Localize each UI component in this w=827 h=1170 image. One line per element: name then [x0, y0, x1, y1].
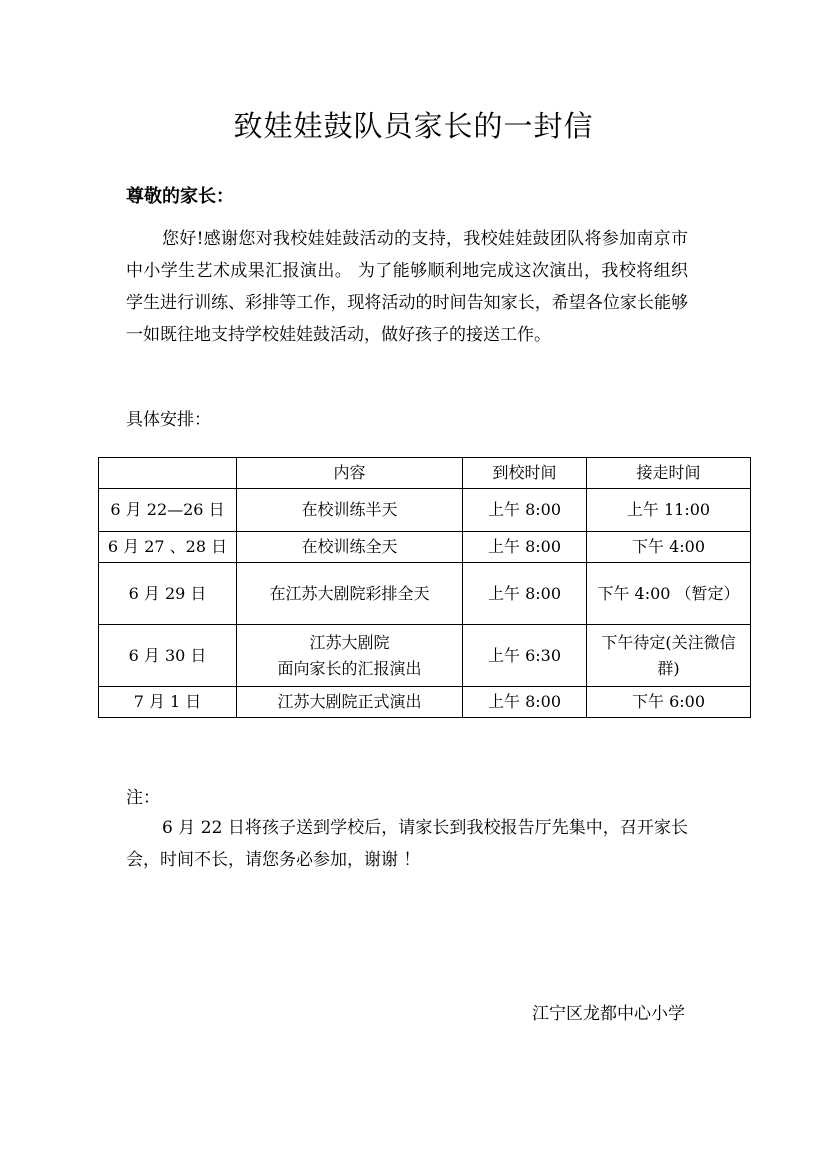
letter-body: 您好!感谢您对我校娃娃鼓活动的支持，我校娃娃鼓团队将参加南京市中小学生艺术成果汇报演出。 为了能够顺利地完成这次演出，我校将组织学生进行训练、彩排等工作，现将活动的时间告知家长，希望各位家长能够一如既往地支持学校娃娃鼓活动，做好孩子的接送工作。: [126, 229, 688, 345]
table-row: [99, 687, 751, 718]
row-content-line: 面向家长的汇报演出: [277, 658, 422, 678]
row-date: 6 月 22—26 日: [99, 489, 237, 532]
row-date: 6 月 30 日: [99, 625, 237, 687]
header-pickup-time: 接走时间: [587, 458, 751, 489]
row-pickup-time: 下午 4:00: [587, 532, 751, 563]
row-arrive-time: 上午 8:00: [463, 489, 587, 532]
row-content-line: 江苏大剧院: [309, 632, 390, 652]
row-date: 6 月 29 日: [99, 563, 237, 625]
row-arrive-time: 上午 8:00: [463, 532, 587, 563]
salutation: 尊敬的家长：: [126, 186, 234, 207]
row-pickup-time: 上午 11:00: [587, 489, 751, 532]
row-content: [237, 625, 463, 687]
row-pickup-time: 下午 4:00 （暂定）: [587, 563, 751, 625]
note-body: 6 月 22 日将孩子送到学校后，请家长到我校报告厅先集中，召开家长会，时间不长，请您务必参加，谢谢 ！: [126, 818, 688, 870]
row-date: 7 月 1 日: [99, 687, 237, 718]
row-content: 江苏大剧院正式演出: [237, 687, 463, 718]
row-arrive-time: 上午 8:00: [463, 563, 587, 625]
row-content: 在校训练半天: [237, 489, 463, 532]
table-row: [99, 532, 751, 563]
table-row: [99, 563, 751, 625]
letter-title: 致娃娃鼓队员家长的一封信: [233, 109, 594, 143]
header-date: [99, 458, 237, 489]
schedule-heading: 具体安排：: [126, 410, 211, 430]
schedule-table: [98, 457, 751, 718]
row-arrive-time: 上午 8:00: [463, 687, 587, 718]
table-row: [99, 489, 751, 532]
note-label: 注：: [126, 788, 160, 808]
row-arrive-time: 上午 6:30: [463, 625, 587, 687]
table-row: [99, 625, 751, 687]
row-pickup-time: 下午 6:00: [587, 687, 751, 718]
table-header-row: [99, 458, 751, 489]
header-arrive-time: 到校时间: [463, 458, 587, 489]
row-content: 在校训练全天: [237, 532, 463, 563]
row-content: 在江苏大剧院彩排全天: [237, 563, 463, 625]
row-pickup-time: 下午待定(关注微信群): [587, 625, 751, 687]
header-content: 内容: [237, 458, 463, 489]
signature: 江宁区龙都中心小学: [532, 1004, 685, 1024]
row-date: 6 月 27 、28 日: [99, 532, 237, 563]
